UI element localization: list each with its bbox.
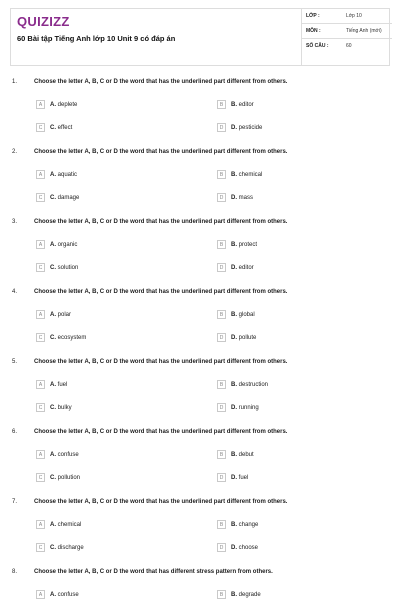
option-letter-box[interactable]: B xyxy=(217,590,226,599)
option-letter-box[interactable]: A xyxy=(36,450,45,459)
option-label xyxy=(231,473,248,483)
option-letter-box[interactable]: D xyxy=(217,193,226,202)
question-number: 4. xyxy=(12,289,18,295)
option-text: damage xyxy=(57,195,80,201)
question-number: 1. xyxy=(12,79,18,85)
meta-value: Tiếng Anh (mới) xyxy=(346,28,382,34)
option-letter-box[interactable]: C xyxy=(36,473,45,482)
option-label xyxy=(50,403,72,413)
option-letter-box[interactable]: D xyxy=(217,333,226,342)
option-key: B. xyxy=(231,522,237,528)
question-text: Choose the letter A, B, C or D the word that has the underlined part different from others. xyxy=(34,359,288,365)
option-key: B. xyxy=(231,242,237,248)
option-label xyxy=(231,310,255,320)
option-letter-box[interactable]: D xyxy=(217,403,226,412)
option-key: B. xyxy=(231,382,237,388)
option-text: effect xyxy=(57,125,73,131)
option-letter-box[interactable]: A xyxy=(36,170,45,179)
meta-value: 60 xyxy=(346,43,352,49)
option-text: chemical xyxy=(57,522,82,528)
question-number: 5. xyxy=(12,359,18,365)
option-label xyxy=(50,450,79,460)
option-label xyxy=(231,380,268,390)
option-letter-box[interactable]: D xyxy=(217,473,226,482)
question-number: 3. xyxy=(12,219,18,225)
question-text: Choose the letter A, B, C or D the word that has the underlined part different from others. xyxy=(34,289,288,295)
option-label xyxy=(50,473,80,483)
option-text: pollution xyxy=(57,475,81,481)
option-key: C. xyxy=(50,125,56,131)
quizizz-logo: QUIZIZZ xyxy=(17,14,70,29)
option-text: change xyxy=(238,522,259,528)
option-label xyxy=(50,380,67,390)
option-label xyxy=(231,450,254,460)
option-letter-box[interactable]: A xyxy=(36,590,45,599)
option-key: D. xyxy=(231,125,237,131)
option-key: B. xyxy=(231,172,237,178)
option-text: editor xyxy=(238,265,254,271)
question-text: Choose the letter A, B, C or D the word that has the underlined part different from others. xyxy=(34,149,288,155)
option-label xyxy=(50,100,77,110)
option-key: A. xyxy=(50,102,56,108)
option-text: choose xyxy=(238,545,259,551)
meta-label: MÔN : xyxy=(306,28,321,34)
option-label xyxy=(50,590,79,600)
option-label xyxy=(231,590,261,600)
question-text: Choose the letter A, B, C or D the word that has the underlined part different from others. xyxy=(34,499,288,505)
option-letter-box[interactable]: A xyxy=(36,310,45,319)
question-number: 6. xyxy=(12,429,18,435)
option-text: pollute xyxy=(238,335,257,341)
option-letter-box[interactable]: B xyxy=(217,380,226,389)
option-letter-box[interactable]: B xyxy=(217,170,226,179)
option-text: solution xyxy=(57,265,79,271)
option-key: D. xyxy=(231,195,237,201)
option-text: editor xyxy=(238,102,254,108)
option-key: D. xyxy=(231,265,237,271)
option-key: D. xyxy=(231,405,237,411)
option-letter-box[interactable]: D xyxy=(217,123,226,132)
question-text: Choose the letter A, B, C or D the word that has the underlined part different from others. xyxy=(34,429,288,435)
meta-row-count xyxy=(302,39,392,53)
option-text: ecosystem xyxy=(57,335,87,341)
option-label xyxy=(231,123,262,133)
option-key: C. xyxy=(50,405,56,411)
meta-value: Lớp 10 xyxy=(346,13,362,19)
option-label xyxy=(231,170,262,180)
option-letter-box[interactable]: A xyxy=(36,100,45,109)
option-label xyxy=(50,123,72,133)
option-letter-box[interactable]: C xyxy=(36,543,45,552)
meta-table xyxy=(301,9,392,65)
option-letter-box[interactable]: C xyxy=(36,193,45,202)
option-text: confuse xyxy=(57,452,79,458)
question-text: Choose the letter A, B, C or D the word that has the underlined part different from others. xyxy=(34,79,288,85)
option-key: A. xyxy=(50,592,56,598)
option-label xyxy=(50,543,84,553)
option-text: organic xyxy=(57,242,78,248)
option-letter-box[interactable]: A xyxy=(36,240,45,249)
option-key: C. xyxy=(50,195,56,201)
option-key: A. xyxy=(50,452,56,458)
option-letter-box[interactable]: A xyxy=(36,380,45,389)
option-key: C. xyxy=(50,265,56,271)
option-label xyxy=(50,170,77,180)
option-label xyxy=(231,520,258,530)
option-label xyxy=(231,403,259,413)
option-text: mass xyxy=(238,195,254,201)
option-letter-box[interactable]: B xyxy=(217,520,226,529)
option-key: B. xyxy=(231,592,237,598)
option-letter-box[interactable]: D xyxy=(217,543,226,552)
option-letter-box[interactable]: B xyxy=(217,310,226,319)
meta-row-subject xyxy=(302,24,392,39)
option-label xyxy=(231,193,253,203)
option-key: A. xyxy=(50,522,56,528)
option-letter-box[interactable]: D xyxy=(217,263,226,272)
meta-label: SỐ CÂU : xyxy=(306,43,329,49)
option-key: B. xyxy=(231,452,237,458)
option-text: discharge xyxy=(57,545,84,551)
option-letter-box[interactable]: C xyxy=(36,123,45,132)
meta-label: LỚP : xyxy=(306,13,320,19)
option-label xyxy=(50,520,81,530)
option-label xyxy=(50,333,86,343)
option-label xyxy=(231,543,258,553)
option-letter-box[interactable]: B xyxy=(217,450,226,459)
option-letter-box[interactable]: C xyxy=(36,333,45,342)
option-text: debut xyxy=(238,452,254,458)
option-text: running xyxy=(238,405,259,411)
option-text: confuse xyxy=(57,592,79,598)
option-key: C. xyxy=(50,475,56,481)
document-title: 60 Bài tập Tiếng Anh lớp 10 Unit 9 có đáp án xyxy=(17,34,176,43)
option-key: B. xyxy=(231,312,237,318)
option-key: A. xyxy=(50,242,56,248)
option-key: A. xyxy=(50,312,56,318)
option-letter-box[interactable]: B xyxy=(217,240,226,249)
option-letter-box[interactable]: A xyxy=(36,520,45,529)
option-key: D. xyxy=(231,475,237,481)
option-key: A. xyxy=(50,382,56,388)
question-number: 2. xyxy=(12,149,18,155)
option-key: B. xyxy=(231,102,237,108)
option-label xyxy=(231,263,254,273)
option-label xyxy=(50,263,78,273)
option-letter-box[interactable]: B xyxy=(217,100,226,109)
option-key: D. xyxy=(231,545,237,551)
option-key: A. xyxy=(50,172,56,178)
option-text: global xyxy=(238,312,255,318)
option-text: fuel xyxy=(238,475,249,481)
option-label xyxy=(50,193,79,203)
question-text: Choose the letter A, B, C or D the word that has the underlined part different from others. xyxy=(34,219,288,225)
option-text: fuel xyxy=(57,382,68,388)
option-label xyxy=(50,310,71,320)
option-text: protect xyxy=(238,242,258,248)
question-text: Choose the letter A, B, C or D the word that has different stress pattern from others. xyxy=(34,569,273,575)
option-letter-box[interactable]: C xyxy=(36,403,45,412)
option-text: pesticide xyxy=(238,125,263,131)
worksheet-header xyxy=(10,8,390,66)
option-letter-box[interactable]: C xyxy=(36,263,45,272)
option-text: aquatic xyxy=(57,172,78,178)
option-label xyxy=(231,333,256,343)
option-label xyxy=(231,240,257,250)
question-number: 8. xyxy=(12,569,18,575)
option-key: D. xyxy=(231,335,237,341)
option-label xyxy=(50,240,77,250)
option-text: degrade xyxy=(238,592,261,598)
meta-row-class xyxy=(302,9,392,24)
option-text: destruction xyxy=(238,382,269,388)
option-text: bulky xyxy=(57,405,72,411)
option-text: polar xyxy=(57,312,72,318)
option-key: C. xyxy=(50,335,56,341)
question-number: 7. xyxy=(12,499,18,505)
option-key: C. xyxy=(50,545,56,551)
option-text: deplete xyxy=(57,102,78,108)
option-text: chemical xyxy=(238,172,263,178)
option-label xyxy=(231,100,254,110)
